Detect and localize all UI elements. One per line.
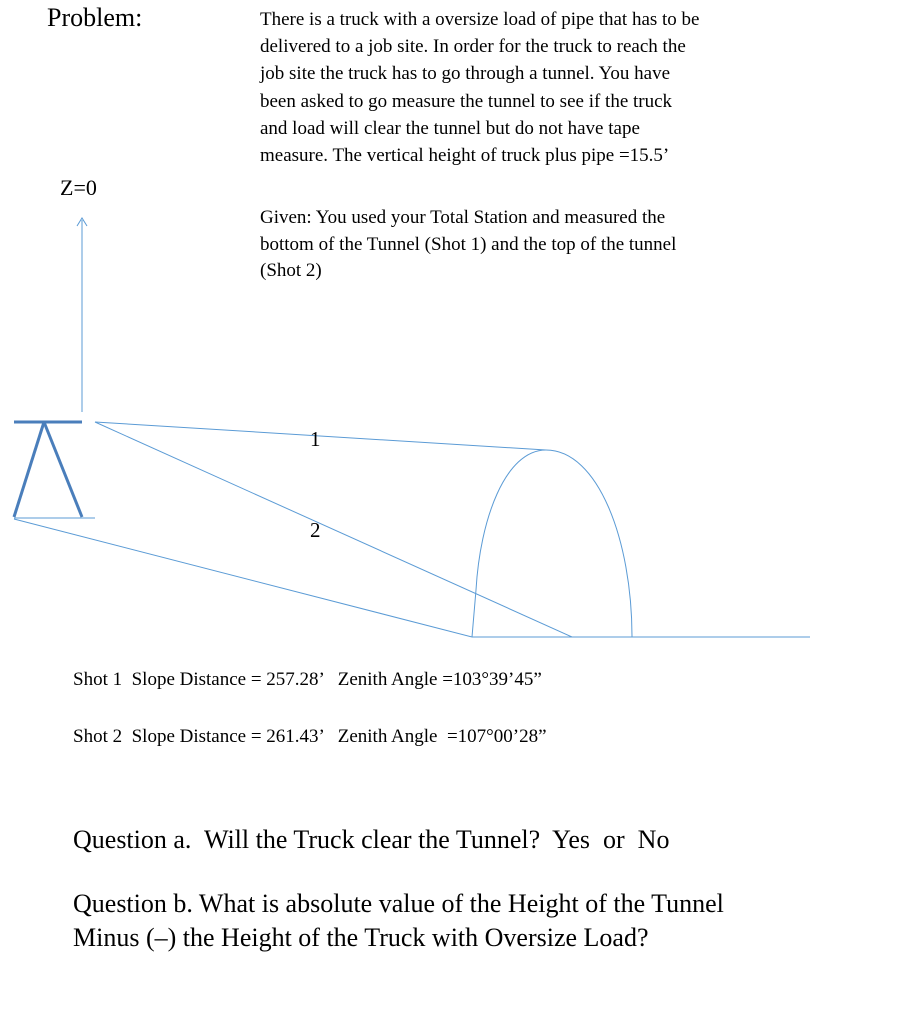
shot-2-measurement: Shot 2 Slope Distance = 261.43’ Zenith Angle =107°00’28” — [73, 726, 547, 747]
ground-line — [14, 519, 472, 637]
problem-line: been asked to go measure the tunnel to see if the truck — [260, 90, 673, 112]
sight-line-shot-2 — [95, 422, 572, 637]
given-line: Given: You used your Total Station and measured the — [260, 207, 666, 228]
problem-line: and load will clear the tunnel but do not have tape — [260, 117, 640, 139]
sight-line-shot-1 — [95, 422, 546, 450]
problem-line: delivered to a job site. In order for the truck to reach the — [260, 36, 686, 58]
zenith-arrow — [77, 218, 87, 412]
shot-2-label: 2 — [310, 518, 321, 542]
question-a: Question a. Will the Truck clear the Tunnel? Yes or No — [73, 825, 670, 854]
shot-1-measurement: Shot 1 Slope Distance = 257.28’ Zenith Angle =103°39’45” — [73, 669, 542, 690]
problem-label: Problem: — [47, 3, 143, 32]
given-line: bottom of the Tunnel (Shot 1) and the top of the tunnel — [260, 233, 677, 255]
zenith-zero-label: Z=0 — [60, 175, 97, 200]
total-station-tripod — [14, 422, 82, 517]
shot-1-label: 1 — [310, 427, 321, 451]
tunnel-arch — [472, 450, 632, 637]
given-line: (Shot 2) — [260, 260, 322, 281]
question-b: Question b. What is absolute value of the Height of the Tunnel Minus (–) the Height of the Truck with Oversize Load? — [73, 889, 724, 952]
problem-line: There is a truck with a oversize load of pipe that has to be — [260, 9, 700, 30]
problem-line: job site the truck has to go through a tunnel. You have — [260, 63, 671, 85]
problem-line: measure. The vertical height of truck plus pipe =15.5’ — [260, 145, 670, 167]
